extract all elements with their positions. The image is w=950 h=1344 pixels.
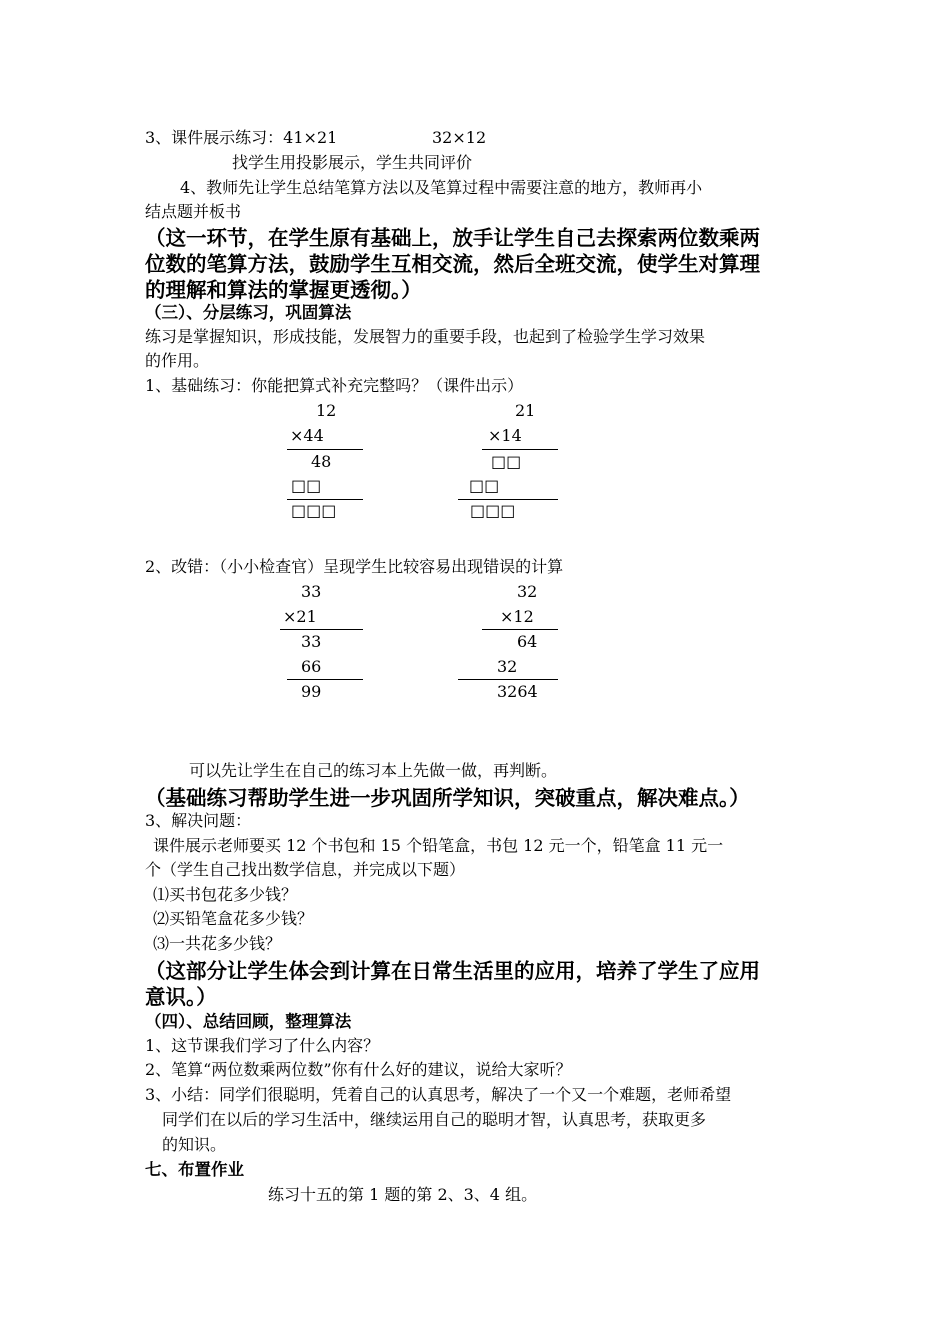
practice-intro-line-1: 练习是掌握知识，形成技能，发展智力的重要手段，也起到了检验学生学习效果 <box>145 327 706 346</box>
comment-1-line-1: （这一环节，在学生原有基础上，放手让学生自己去探索两位数乘两 <box>145 226 760 250</box>
review-question-1: 1、这节课我们学习了什么内容？ <box>145 1036 380 1055</box>
comment-3-line-1: （这部分让学生体会到计算在日常生活里的应用，培养了学生了应用 <box>145 959 760 983</box>
comment-1-line-2: 位数的笔算方法，鼓励学生互相交流，然后全班交流，使学生对算理 <box>145 252 760 276</box>
calc-d-multiplicand: 32 <box>517 582 538 601</box>
exercise-line-1: 3、课件展示练习：41×21 <box>145 128 338 147</box>
summary-paragraph-line-3: 的知识。 <box>162 1135 227 1154</box>
calc-a-product: □□□ <box>291 501 337 520</box>
error-correction-question: 2、改错：（小小检查官）呈现学生比较容易出现错误的计算 <box>145 557 564 576</box>
calc-d-partial-1: 64 <box>517 632 538 651</box>
calc-a-multiplier: ×44 <box>290 426 324 445</box>
calc-d-rule-2 <box>458 679 558 680</box>
problem-solving-question: 3、解决问题： <box>145 811 252 830</box>
calc-d-partial-2: 32 <box>497 657 518 676</box>
section-4-heading: （四）、总结回顾，整理算法 <box>145 1012 352 1031</box>
calc-a-rule-2 <box>287 499 363 500</box>
calc-a-partial-2: □□ <box>291 476 322 495</box>
review-question-2: 2、笔算“两位数乘两位数”你有什么好的建议，说给大家听？ <box>145 1060 572 1079</box>
calc-d-rule-1 <box>482 629 558 630</box>
practice-intro-line-2: 的作用。 <box>145 351 210 370</box>
problem-line-2: 个（学生自己找出数学信息，并完成以下题） <box>145 860 466 879</box>
calc-c-product: 99 <box>301 682 322 701</box>
sub-question-2: ⑵买铅笔盒花多少钱？ <box>153 909 314 928</box>
summary-paragraph-line-1: 3、小结：同学们很聪明，凭着自己的认真思考，解决了一个又一个难题，老师希望 <box>145 1085 732 1104</box>
basic-practice-question: 1、基础练习：你能把算式补充完整吗？（课件出示） <box>145 376 524 395</box>
problem-line-1: 课件展示老师要买 12 个书包和 15 个铅笔盒，书包 12 元一个，铅笔盒 11 元一 <box>153 836 724 855</box>
calc-d-product: 3264 <box>497 682 538 701</box>
calc-b-product: □□□ <box>470 501 516 520</box>
section-7-heading: 七、布置作业 <box>145 1160 244 1179</box>
sub-question-1: ⑴买书包花多少钱？ <box>153 885 298 904</box>
section-3-heading: （三）、分层练习，巩固算法 <box>145 303 352 322</box>
calc-a-partial-1: 48 <box>311 452 332 471</box>
calc-c-partial-2: 66 <box>301 657 322 676</box>
comment-1-line-3: 的理解和算法的掌握更透彻。） <box>145 278 422 302</box>
calc-c-multiplier: ×21 <box>283 607 317 626</box>
projector-line: 找学生用投影展示，学生共同评价 <box>232 153 473 172</box>
calc-d-multiplier: ×12 <box>500 607 534 626</box>
calc-c-partial-1: 33 <box>301 632 322 651</box>
calc-c-rule-1 <box>280 629 363 630</box>
self-check-line: 可以先让学生在自己的练习本上先做一做，再判断。 <box>189 761 558 780</box>
calc-b-rule-1 <box>482 449 558 450</box>
summary-paragraph-line-2: 同学们在以后的学习生活中，继续运用自己的聪明才智，认真思考，获取更多 <box>162 1110 707 1129</box>
homework-line: 练习十五的第 1 题的第 2、3、4 组。 <box>268 1185 538 1204</box>
calc-b-partial-2: □□ <box>469 476 500 495</box>
calc-b-multiplicand: 21 <box>515 401 536 420</box>
sub-question-3: ⑶一共花多少钱？ <box>153 934 282 953</box>
calc-a-rule-1 <box>287 449 363 450</box>
calc-c-multiplicand: 33 <box>301 582 322 601</box>
calc-b-multiplier: ×14 <box>488 426 522 445</box>
calc-a-multiplicand: 12 <box>316 401 337 420</box>
calc-c-rule-2 <box>287 679 363 680</box>
calc-b-rule-2 <box>458 499 558 500</box>
calc-b-partial-1: □□ <box>491 452 522 471</box>
comment-2: （基础练习帮助学生进一步巩固所学知识，突破重点，解决难点。） <box>145 786 750 810</box>
comment-3-line-2: 意识。） <box>145 985 217 1009</box>
summary-line-1: 4、教师先让学生总结笔算方法以及笔算过程中需要注意的地方，教师再小 <box>180 178 703 197</box>
summary-line-2: 结点题并板书 <box>145 202 242 221</box>
exercise-line-1-second: 32×12 <box>432 128 487 147</box>
